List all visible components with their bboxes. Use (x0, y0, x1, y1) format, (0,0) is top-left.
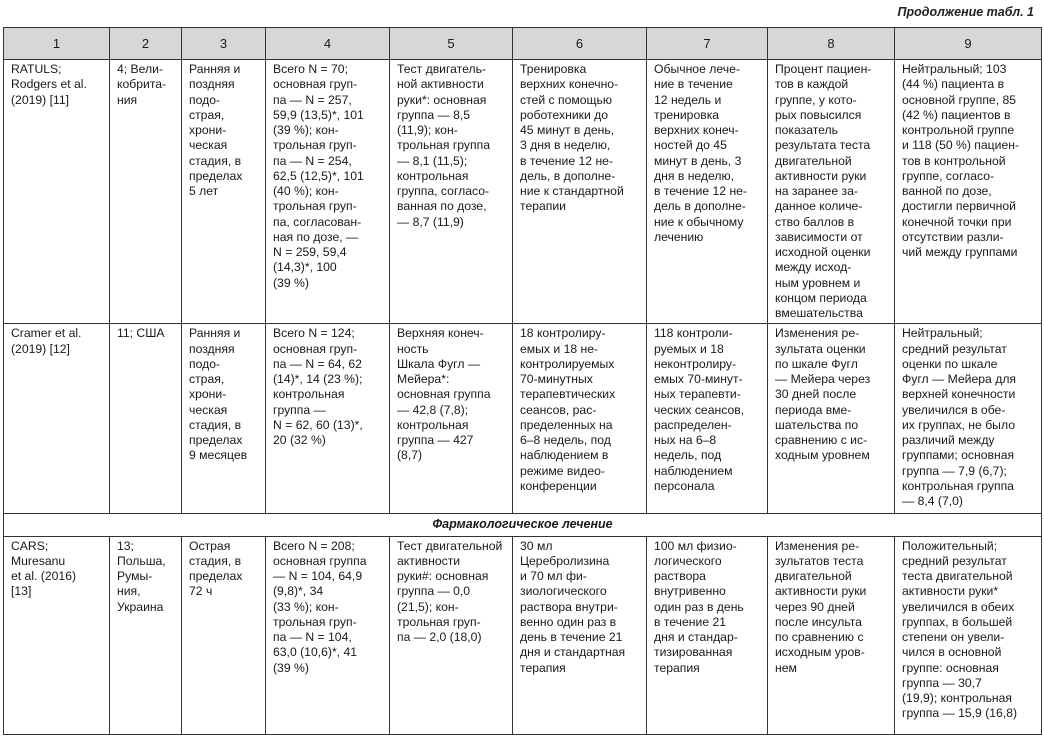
table-row (4, 324, 1042, 514)
result-cell: Нейтральный; 103 (44 %) пациента в основной группе, 85 (42 %) пациентов в контрольной группе и 118 (50 %) пациен- тов в контрольной группе, согласо- ванной по дозе, достигли первичной конечной точки при отсутствии разли- чий между группами (895, 60, 1042, 324)
table-row (4, 536, 1042, 734)
baseline-cell: Верхняя конеч- ность Шкала Фугл — Мейера*: основная группа — 42,8 (7,8); контрольная группа — 427 (8,7) (390, 324, 513, 514)
study-table (3, 27, 1042, 735)
study-cell: RATULS; Rodgers et al. (2019) [11] (4, 60, 110, 324)
column-header: 1 (4, 28, 110, 60)
header-row (4, 28, 1042, 60)
baseline-cell: Тест двигательной активности руки#: основная группа — 0,0 (21,5); кон- трольная груп- па — 2,0 (18,0) (390, 536, 513, 734)
stage-cell: Ранняя и поздняя подо- страя, хрони- ческая стадия, в пределах 5 лет (182, 60, 266, 324)
column-header: 3 (182, 28, 266, 60)
participants-cell: Всего N = 70; основная груп- па — N = 257, 59,9 (13,5)*, 101 (39 %); кон- трольная груп- па — N = 254, 62,5 (12,5)*, 101 (40 %); кон- трольная груп- па, согласован- ная по дозе, — N = 259, 59,4 (14,3)*, 100 (39 %) (266, 60, 390, 324)
intervention-cell: Тренировка верхних конечно- стей с помощью роботехники до 45 минут в день, 3 дня в неделю, в течение 12 не- дель, в дополне- ние к стандартной терапии (513, 60, 647, 324)
section-title: Фармакологическое лечение (4, 514, 1042, 536)
stage-cell: Острая стадия, в пределах 72 ч (182, 536, 266, 734)
country-cell: 11; США (110, 324, 182, 514)
country-cell: 13; Польша, Румы- ния, Украина (110, 536, 182, 734)
column-header: 9 (895, 28, 1042, 60)
table-row (4, 60, 1042, 324)
stage-cell: Ранняя и поздняя подо- страя, хрони- ческая стадия, в пределах 9 месяцев (182, 324, 266, 514)
result-cell: Положительный; средний результат теста двигательной активности руки* увеличился в обеих группах, в большей степени он увели- чился в основной группе: основная группа — 30,7 (19,9); контрольная группа — 15,9 (16,8) (895, 536, 1042, 734)
baseline-cell: Тест двигатель- ной активности руки*: основная группа — 8,5 (11,9); кон- трольная группа — 8,1 (11,5); контрольная группа, согласо- ванная по дозе, — 8,7 (11,9) (390, 60, 513, 324)
control-cell: 100 мл физио- логического раствора внутривенно один раз в день в течение 21 дня и стандар- тизированная терапия (647, 536, 768, 734)
study-cell: CARS; Muresanu et al. (2016) [13] (4, 536, 110, 734)
outcome-cell: Изменения ре- зультатов теста двигательной активности руки через 90 дней после инсульта по сравнению с исходным уров- нем (768, 536, 895, 734)
column-header: 5 (390, 28, 513, 60)
study-cell: Cramer et al. (2019) [12] (4, 324, 110, 514)
column-header: 2 (110, 28, 182, 60)
column-header: 8 (768, 28, 895, 60)
control-cell: Обычное лече- ние в течение 12 недель и тренировка верхних конеч- ностей до 45 минут в день, 3 дня в неделю, в течение 12 не- дель в дополне- ние к обычному лечению (647, 60, 768, 324)
section-row (4, 514, 1042, 536)
table-caption: Продолжение табл. 1 (897, 5, 1034, 19)
participants-cell: Всего N = 208; основная группа — N = 104, 64,9 (9,8)*, 34 (33 %); кон- трольная груп- па — N = 104, 63,0 (10,6)*, 41 (39 %) (266, 536, 390, 734)
participants-cell: Всего N = 124; основная груп- па — N = 64, 62 (14)*, 14 (23 %); контрольная группа — N = 62, 60 (13)*, 20 (32 %) (266, 324, 390, 514)
intervention-cell: 30 мл Церебролизина и 70 мл фи- зиологического раствора внутри- венно один раз в день в течение 21 дня и стандартная терапия (513, 536, 647, 734)
outcome-cell: Процент пациен- тов в каждой группе, у кото- рых повысился показатель результата теста двигательной активности руки на заранее за- данное количе- ство баллов в зависимости от исходной оценки между исход- ным уровнем и концом периода вмешательства (768, 60, 895, 324)
column-header: 7 (647, 28, 768, 60)
country-cell: 4; Вели- кобрита- ния (110, 60, 182, 324)
column-header: 6 (513, 28, 647, 60)
result-cell: Нейтральный; средний результат оценки по шкале Фугл — Мейера для верхней конечности увеличился в обе- их группах, не было различий между группами; основная группа — 7,9 (6,7); контрольная группа — 8,4 (7,0) (895, 324, 1042, 514)
column-header: 4 (266, 28, 390, 60)
outcome-cell: Изменения ре- зультата оценки по шкале Фугл — Мейера через 30 дней после периода вме- шательства по сравнению с ис- ходным уровнем (768, 324, 895, 514)
control-cell: 118 контроли- руемых и 18 неконтролиру- емых 70-минут- ных терапевти- ческих сеансов, распределен- ных на 6–8 недель, под наблюдением персонала (647, 324, 768, 514)
intervention-cell: 18 контролиру- емых и 18 не- контролируемых 70-минутных терапевтических сеансов, рас- пределенных на 6–8 недель, под наблюдением в режиме видео- конференции (513, 324, 647, 514)
